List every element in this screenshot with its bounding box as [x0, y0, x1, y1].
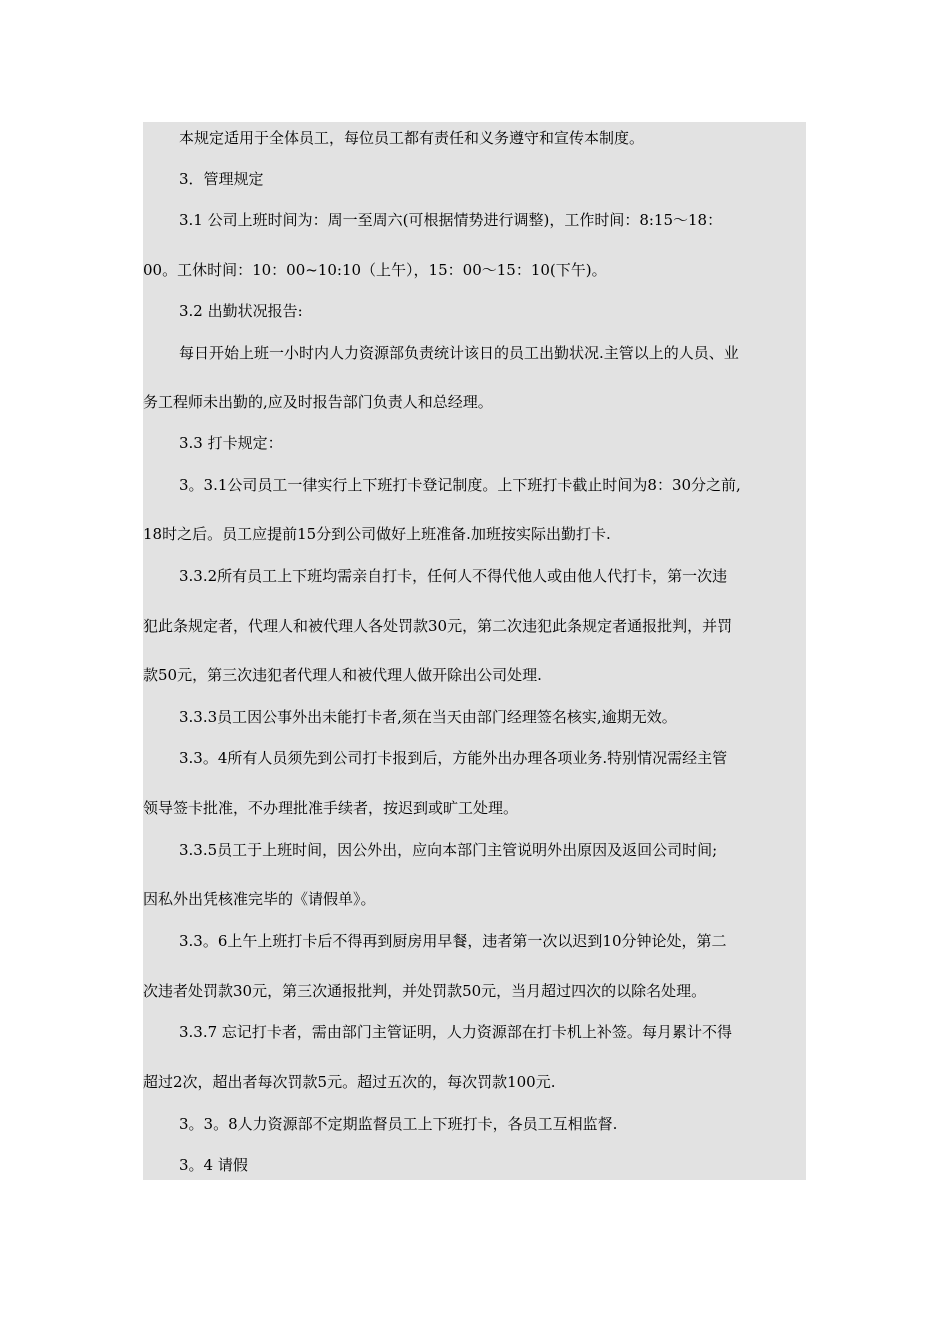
paragraph-3-3-3: 3.3.3员工因公事外出未能打卡者,须在当天由部门经理签名核实,逾期无效。: [179, 708, 677, 726]
heading-attendance-report: 3.2 出勤状况报告:: [179, 302, 303, 320]
paragraph-3-3-7-line1: 3.3.7 忘记打卡者，需由部门主管证明，人力资源部在打卡机上补签。每月累计不得: [179, 1023, 732, 1041]
paragraph-3-3-4-line1: 3.3。4所有人员须先到公司打卡报到后，方能外出办理各项业务.特别情况需经主管: [179, 749, 728, 767]
heading-leave: 3。4 请假: [179, 1156, 248, 1174]
document-text-block: [143, 122, 806, 1180]
paragraph-3-3-2-line3: 款50元，第三次违犯者代理人和被代理人做开除出公司处理.: [143, 666, 542, 684]
paragraph-3-3-7-line2: 超过2次，超出者每次罚款5元。超过五次的，每次罚款100元.: [143, 1073, 556, 1091]
paragraph-3-3-6-line2: 次违者处罚款30元，第三次通报批判，并处罚款50元，当月超过四次的以除名处理。: [143, 982, 707, 1000]
heading-clock-in-rules: 3.3 打卡规定：: [179, 434, 283, 452]
paragraph-3-3-6-line1: 3.3。6上午上班打卡后不得再到厨房用早餐，违者第一次以迟到10分钟论处，第二: [179, 932, 727, 950]
paragraph-scope: 本规定适用于全体员工，每位员工都有责任和义务遵守和宣传本制度。: [179, 129, 645, 147]
paragraph-3-3-2-line1: 3.3.2所有员工上下班均需亲自打卡，任何人不得代他人或由他人代打卡，第一次违: [179, 567, 728, 585]
paragraph-attendance-line1: 每日开始上班一小时内人力资源部负责统计该日的员工出勤状况.主管以上的人员、业: [179, 344, 739, 362]
paragraph-3-3-1-line1: 3。3.1公司员工一律实行上下班打卡登记制度。上下班打卡截止时间为8：30分之前,: [179, 476, 741, 494]
paragraph-3-3-5-line1: 3.3.5员工于上班时间，因公外出，应向本部门主管说明外出原因及返回公司时间;: [179, 841, 718, 859]
paragraph-work-hours-line1: 3.1 公司上班时间为：周一至周六(可根据情势进行调整)，工作时间：8:15～18：: [179, 211, 723, 229]
paragraph-3-3-8: 3。3。8人力资源部不定期监督员工上下班打卡，各员工互相监督.: [179, 1115, 618, 1133]
paragraph-3-3-1-line2: 18时之后。员工应提前15分到公司做好上班准备.加班按实际出勤打卡.: [143, 525, 611, 543]
heading-management-rules: 3．管理规定: [179, 170, 264, 188]
paragraph-3-3-2-line2: 犯此条规定者，代理人和被代理人各处罚款30元，第二次违犯此条规定者通报批判，并罚: [143, 617, 733, 635]
paragraph-3-3-4-line2: 领导签卡批准，不办理批准手续者，按迟到或旷工处理。: [143, 799, 519, 817]
paragraph-attendance-line2: 务工程师未出勤的,应及时报告部门负责人和总经理。: [143, 393, 493, 411]
paragraph-3-3-5-line2: 因私外出凭核准完毕的《请假单》。: [143, 890, 376, 908]
paragraph-work-hours-line2: 00。工休时间：10：00~10:10（上午），15：00～15：10(下午)。: [143, 261, 607, 279]
